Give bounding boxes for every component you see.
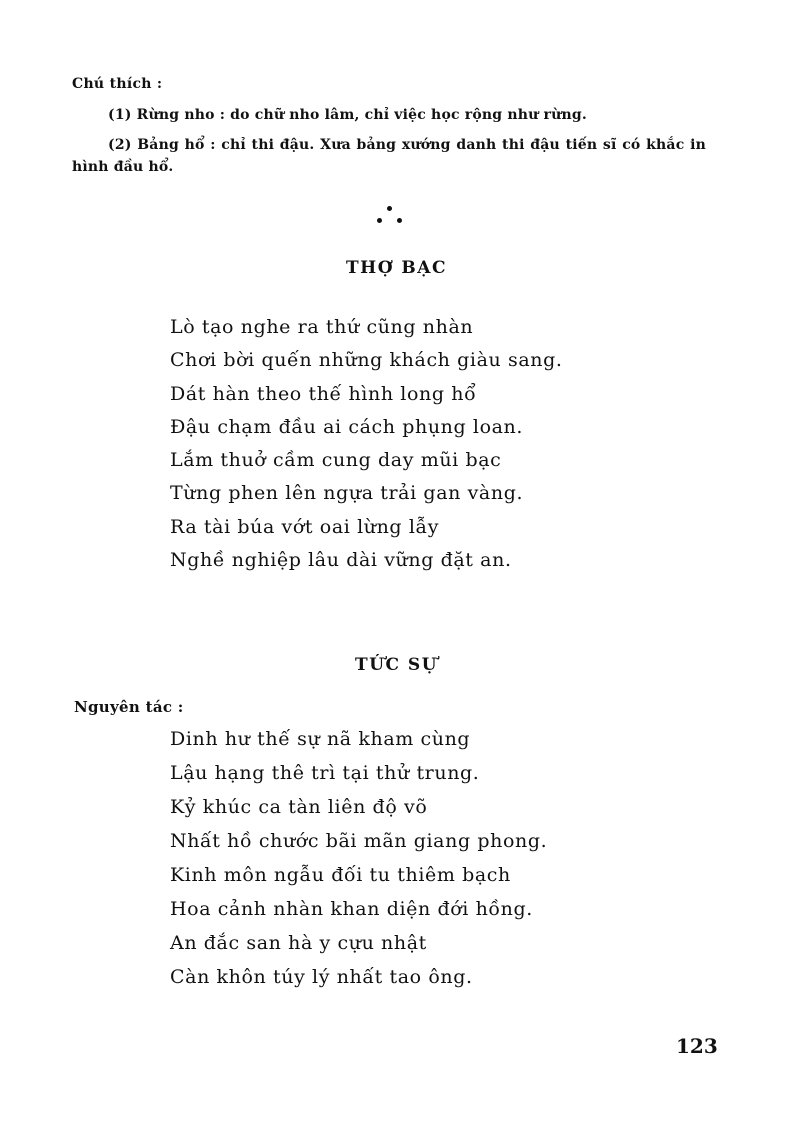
- poem-line: Dát hàn theo thế hình long hổ: [170, 382, 477, 405]
- poem-line: Kinh môn ngẫu đối tu thiêm bạch: [170, 864, 511, 886]
- page-number: 123: [676, 1034, 718, 1058]
- poem-tho-bac: [170, 316, 563, 582]
- poem-title-tuc-su: TỨC SỰ: [354, 655, 439, 675]
- poem-tuc-su: [170, 728, 547, 1000]
- poem-line: An đắc san hà y cựu nhật: [170, 932, 427, 954]
- poem-line: Kỷ khúc ca tàn liên độ võ: [170, 796, 428, 818]
- poem-line: Lậu hạng thê trì tại thử trung.: [170, 762, 480, 784]
- poem-line: Hoa cảnh nhàn khan diện đới hồng.: [170, 898, 533, 920]
- poem-line: Lò tạo nghe ra thứ cũng nhàn: [170, 316, 474, 338]
- footnote-2: (2) Bảng hổ : chỉ thi đậu. Xưa bảng xướng danh thi đậu tiến sĩ có khắc in hình đầu hổ.: [72, 137, 706, 175]
- notes-heading: Chú thích :: [72, 76, 163, 92]
- poem-title-tho-bac: THỢ BẠC: [345, 258, 448, 278]
- poem-line: Từng phen lên ngựa trải gan vàng.: [170, 482, 524, 505]
- poem-line: Nghề nghiệp lâu dài vững đặt an.: [170, 549, 512, 572]
- original-text-heading: Nguyên tác :: [74, 698, 184, 716]
- poem-line: Đậu chạm đầu ai cách phụng loan.: [170, 415, 524, 438]
- poem-line: Chơi bời quến những khách giàu sang.: [170, 349, 563, 372]
- poem-line: Càn khôn túy lý nhất tao ông.: [170, 966, 473, 988]
- poem-line: Lắm thuở cầm cung day mũi bạc: [170, 449, 502, 472]
- poem-line: Ra tài búa vớt oai lừng lẫy: [170, 515, 440, 538]
- poem-line: Nhất hồ chước bãi mãn giang phong.: [170, 830, 548, 852]
- footnote-1: (1) Rừng nho : do chữ nho lâm, chỉ việc học rộng như rừng.: [108, 107, 587, 123]
- three-dot-ornament: [370, 202, 410, 228]
- poem-line: Dinh hư thế sự nã kham cùng: [170, 728, 471, 750]
